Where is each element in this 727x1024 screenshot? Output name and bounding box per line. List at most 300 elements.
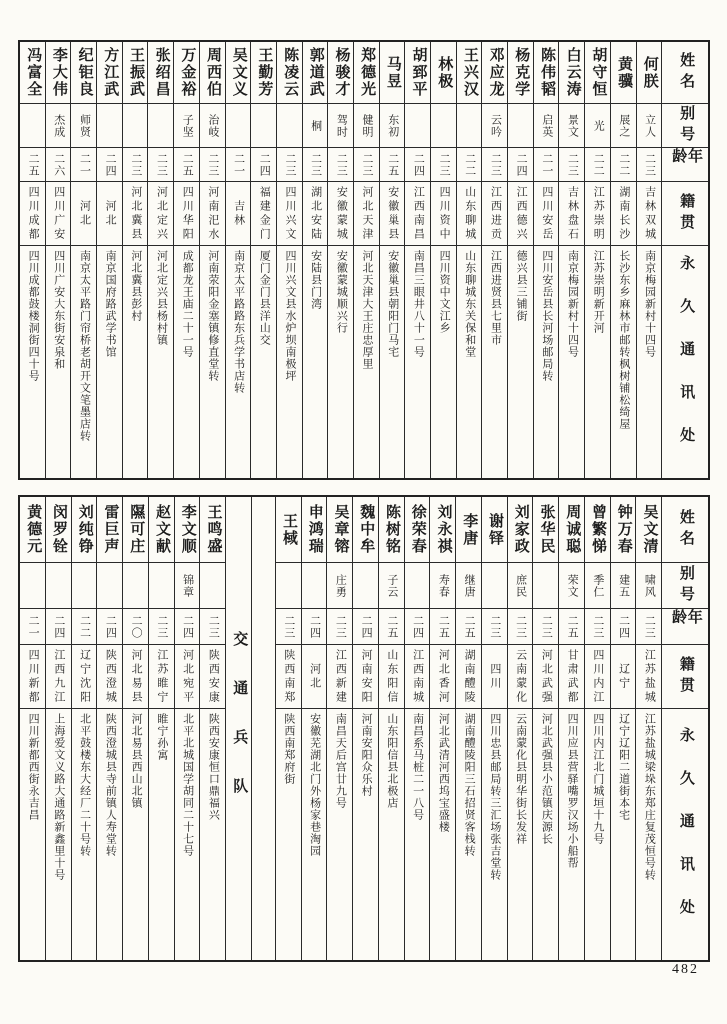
alias-cell: [328, 104, 353, 148]
alias-cell: [354, 104, 379, 148]
native-place-cell-text: 湖北安陆: [309, 185, 322, 242]
age-cell-text: 二三: [309, 152, 322, 177]
alias-cell: [482, 563, 507, 609]
alias-cell: [200, 104, 225, 148]
alias-cell: [71, 104, 96, 148]
entry-column: [636, 497, 662, 960]
native-place-cell: [431, 182, 456, 246]
name-cell-text: 郭道武: [307, 47, 324, 98]
entry-column: [457, 42, 483, 478]
name-cell-text: 何朕: [641, 55, 658, 90]
age-cell-text: 二二: [78, 614, 91, 639]
age-cell: [303, 148, 328, 182]
alias-cell: [251, 104, 276, 148]
native-place-cell-text: 甘肃武都: [566, 648, 579, 705]
address-cell-text: 上海爱文义路大通路新鑫里十号: [52, 713, 65, 881]
name-cell-text: 李大伟: [50, 47, 67, 98]
native-place-cell-text: 安徽蒙城: [335, 185, 348, 242]
address-cell: [20, 246, 45, 478]
address-cell-text: 睢宁孙寓: [155, 713, 168, 761]
native-place-cell: [457, 182, 482, 246]
native-place-cell: [327, 645, 352, 709]
name-cell: [328, 42, 353, 104]
name-cell: [405, 42, 430, 104]
native-place-cell: [276, 645, 301, 709]
header-cell-text: 别号: [677, 564, 694, 607]
native-place-cell-text: 吉林双城: [643, 185, 656, 242]
name-cell: [380, 42, 405, 104]
address-cell: [559, 246, 584, 478]
address-cell-text: 陕西安康恒口鼎福兴: [207, 713, 220, 821]
age-cell-text: 二三: [643, 152, 656, 177]
address-cell-text: 南京太平路门帘桥老胡开文笔墨店转: [78, 250, 91, 442]
native-place-cell-text: 陕西澄城: [104, 648, 117, 705]
native-place-cell-text: 四川华阳: [181, 185, 194, 242]
name-cell-text: 刘永祺: [435, 504, 452, 555]
name-cell-text: 陈伟韬: [538, 47, 555, 98]
header-cell-text: 籍贯: [677, 655, 694, 698]
address-cell: [585, 246, 610, 478]
name-cell-text: 隰可庄: [128, 504, 145, 555]
age-cell: [482, 609, 507, 645]
alias-cell: [585, 563, 610, 609]
alias-cell: [175, 563, 200, 609]
native-place-cell-text: 陕西安康: [207, 648, 220, 705]
name-cell-text: 李唐: [461, 512, 478, 547]
alias-cell: [611, 104, 636, 148]
entry-column: [559, 42, 585, 478]
native-place-cell-text: 四川内江: [591, 648, 604, 705]
alias-cell: [174, 104, 199, 148]
native-place-cell-text: 河南汜水: [206, 185, 219, 242]
name-cell-text: 冯富全: [25, 47, 42, 98]
alias-cell-text: 健明: [361, 113, 374, 138]
native-place-cell: [71, 182, 96, 246]
age-cell-text: 二三: [514, 614, 527, 639]
entry-column: [200, 497, 226, 960]
age-cell-text: 二四: [360, 614, 373, 639]
address-cell-text: 河南安阳众乐村: [360, 713, 373, 797]
native-place-cell-text: 江西南城: [411, 648, 424, 705]
entry-column: [585, 42, 611, 478]
address-cell-text: 南京梅园新村十四号: [566, 250, 579, 358]
age-cell: [585, 609, 610, 645]
name-cell-text: 王鸣盛: [205, 504, 222, 555]
age-cell-text: 二三: [566, 152, 579, 177]
address-cell: [533, 709, 558, 960]
entry-column: [277, 42, 303, 478]
address-cell: [482, 709, 507, 960]
name-cell-text: 钟万春: [615, 504, 632, 555]
name-cell-text: 黄德元: [25, 504, 42, 555]
name-cell: [71, 42, 96, 104]
age-cell: [585, 148, 610, 182]
alias-cell: [302, 563, 327, 609]
native-place-cell: [405, 182, 430, 246]
header-cell: [662, 709, 708, 960]
native-place-cell: [533, 645, 558, 709]
address-cell: [508, 709, 533, 960]
age-cell-text: 二三: [540, 614, 553, 639]
alias-cell-text: 展之: [617, 113, 630, 138]
address-cell-text: 四川忠县邮局转三汇场张吉堂转: [488, 713, 501, 881]
native-place-cell: [46, 645, 71, 709]
alias-cell: [611, 563, 636, 609]
name-cell: [277, 42, 302, 104]
address-cell-text: 陕西澄城县寺前镇人寿堂转: [104, 713, 117, 857]
alias-cell: [303, 104, 328, 148]
native-place-cell-text: 四川安岳: [540, 185, 553, 242]
name-cell: [405, 497, 430, 563]
address-cell-text: 南昌三眼井八十一号: [412, 250, 425, 358]
address-cell-text: 河北定兴县杨村镇: [155, 250, 168, 346]
alias-cell: [508, 104, 533, 148]
alias-cell: [534, 104, 559, 148]
name-cell-text: 陈树铭: [384, 504, 400, 555]
name-cell: [430, 497, 455, 563]
address-cell-text: 安徽巢县朝阳门马宅: [386, 250, 399, 358]
name-cell: [379, 497, 404, 563]
age-cell-text: 二五: [437, 614, 450, 639]
native-place-cell-text: 河北: [78, 199, 91, 228]
entry-column: [200, 42, 226, 478]
age-cell-text: 二一: [232, 152, 245, 177]
alias-cell: [380, 104, 405, 148]
address-cell-text: 陕西南郑府街: [282, 713, 295, 785]
native-place-cell-text: 福建金门: [258, 185, 271, 242]
age-cell-text: 二四: [104, 614, 117, 639]
name-cell: [585, 42, 610, 104]
alias-cell: [636, 563, 661, 609]
native-place-cell: [72, 645, 97, 709]
address-cell: [379, 709, 404, 960]
age-cell: [302, 609, 327, 645]
address-cell: [559, 709, 584, 960]
native-place-cell-text: 吉林: [232, 199, 245, 228]
address-cell: [46, 709, 71, 960]
address-cell-text: 四川应县营驿嘴罗汉场小船帮: [566, 713, 579, 869]
alias-cell-text: 杰成: [52, 113, 65, 138]
name-cell-text: 赵文献: [154, 504, 170, 555]
address-cell-text: 南昌系马桩二一八号: [411, 713, 424, 821]
name-cell: [149, 497, 174, 563]
name-cell: [637, 42, 662, 104]
age-cell: [611, 609, 636, 645]
native-place-cell-text: 河北: [308, 662, 321, 691]
section-divider-column: [226, 497, 252, 960]
address-cell: [97, 246, 122, 478]
alias-cell: [585, 104, 610, 148]
native-place-cell: [405, 645, 430, 709]
address-cell-text: 四川安岳县长河场邮局转: [540, 250, 553, 382]
native-place-cell: [226, 182, 251, 246]
age-cell-text: 二四: [181, 614, 194, 639]
address-cell: [226, 246, 251, 478]
header-cell: [662, 104, 708, 148]
age-cell-text: 二五: [386, 152, 399, 177]
address-cell: [585, 709, 610, 960]
name-cell: [457, 42, 482, 104]
native-place-cell: [303, 182, 328, 246]
alias-cell: [431, 104, 456, 148]
age-cell-text: 二二: [592, 152, 605, 177]
native-place-cell-text: 河北定兴: [155, 185, 168, 242]
name-cell: [276, 497, 301, 563]
header-cell: [662, 497, 708, 563]
address-cell: [405, 246, 430, 478]
native-place-cell-text: 江苏睢宁: [155, 648, 168, 705]
entry-column: [482, 497, 508, 960]
header-cell: [662, 246, 708, 478]
header-cell: [662, 645, 708, 709]
alias-cell-text: 锦章: [181, 573, 194, 598]
alias-cell: [405, 104, 430, 148]
header-cell-text: 姓名: [678, 51, 695, 94]
age-cell: [534, 148, 559, 182]
age-cell-text: 二三: [155, 614, 168, 639]
name-cell: [327, 497, 352, 563]
name-cell-text: 魏中牟: [358, 504, 375, 555]
name-cell: [559, 42, 584, 104]
entry-column: [508, 42, 534, 478]
address-cell: [327, 709, 352, 960]
age-cell-text: 二三: [129, 152, 142, 177]
age-cell: [328, 148, 353, 182]
age-cell-text: 二一: [540, 152, 553, 177]
entry-column: [508, 497, 534, 960]
name-cell-text: 黄骥: [616, 55, 633, 90]
address-cell-text: 南京梅园新村十四号: [643, 250, 656, 358]
name-cell-text: 胡守恒: [590, 47, 607, 98]
native-place-cell: [200, 645, 225, 709]
native-place-cell: [302, 645, 327, 709]
native-place-cell: [148, 182, 173, 246]
address-cell: [354, 246, 379, 478]
address-cell-text: 河北武强县小范镇庆源长: [540, 713, 553, 845]
native-place-cell: [123, 182, 148, 246]
address-cell-text: 南京太平路路东兵学书店转: [232, 250, 245, 394]
entry-column: [456, 497, 482, 960]
address-cell: [611, 709, 636, 960]
alias-cell: [456, 563, 481, 609]
native-place-cell: [611, 645, 636, 709]
address-cell-text: 四川内江北门城垣十九号: [591, 713, 604, 845]
entry-column: [276, 497, 302, 960]
address-cell: [200, 709, 225, 960]
name-cell: [20, 42, 45, 104]
native-place-cell: [354, 182, 379, 246]
alias-cell-text: 寿春: [437, 573, 450, 598]
address-cell: [175, 709, 200, 960]
age-cell: [636, 609, 661, 645]
address-cell-text: 河北天津大王庄忠厚里: [361, 250, 374, 370]
name-cell: [611, 497, 636, 563]
address-cell: [303, 246, 328, 478]
age-cell: [123, 148, 148, 182]
section-divider-cell: [226, 497, 251, 960]
age-cell: [20, 609, 45, 645]
native-place-cell: [559, 182, 584, 246]
entry-column: [379, 497, 405, 960]
native-place-cell-text: 江苏盐城: [643, 648, 656, 705]
age-cell: [533, 609, 558, 645]
address-cell: [20, 709, 45, 960]
native-place-cell-text: 河南安阳: [360, 648, 373, 705]
address-cell-text: 长沙东乡麻林市邮转枫树铺松绮屋: [617, 250, 630, 430]
name-cell-text: 王振武: [127, 47, 144, 98]
alias-cell: [637, 104, 662, 148]
native-place-cell-text: 江西九江: [52, 648, 65, 705]
alias-cell: [379, 563, 404, 609]
age-cell-text: 二三: [283, 152, 296, 177]
native-place-cell: [534, 182, 559, 246]
name-cell-text: 吴文义: [230, 47, 247, 98]
age-cell: [457, 148, 482, 182]
header-cell-text: 姓名: [677, 508, 694, 551]
entry-column: [533, 497, 559, 960]
alias-cell: [200, 563, 225, 609]
address-cell: [508, 246, 533, 478]
entry-column: [123, 42, 149, 478]
name-cell-text: 王棫: [281, 512, 297, 547]
age-cell-text: 二三: [591, 614, 604, 639]
name-cell-text: 李文顺: [179, 504, 196, 555]
native-place-cell-text: 四川: [488, 662, 501, 691]
age-cell: [508, 148, 533, 182]
section-label: 交通兵队: [231, 630, 248, 827]
entry-column: [327, 497, 353, 960]
entry-column: [405, 497, 431, 960]
age-cell-text: 二三: [438, 152, 451, 177]
entry-column: [431, 42, 457, 478]
native-place-cell: [508, 182, 533, 246]
alias-cell: [97, 563, 122, 609]
alias-cell-text: 子坚: [181, 113, 194, 138]
alias-cell: [277, 104, 302, 148]
alias-cell: [559, 104, 584, 148]
native-place-cell: [585, 182, 610, 246]
name-cell: [97, 42, 122, 104]
address-cell: [302, 709, 327, 960]
address-cell: [456, 709, 481, 960]
address-cell: [328, 246, 353, 478]
native-place-cell-text: 江西进贡: [489, 185, 502, 242]
age-cell: [379, 609, 404, 645]
age-cell-text: 二三: [334, 614, 347, 639]
name-cell-text: 曾繁悌: [590, 504, 606, 555]
address-cell-text: 安徽芜湖北门外杨家巷淘园: [308, 713, 321, 857]
address-cell-text: 四川新都西街永吉昌: [27, 713, 40, 821]
alias-cell: [276, 563, 301, 609]
age-cell: [277, 148, 302, 182]
address-cell: [405, 709, 430, 960]
header-cell-text: 籍贯: [678, 192, 695, 235]
alias-cell-text: 庄勇: [334, 573, 347, 598]
name-cell-text: 徐荣春: [409, 504, 426, 555]
entry-column: [380, 42, 406, 478]
address-cell: [72, 709, 97, 960]
age-cell-text: 二四: [52, 614, 65, 639]
age-cell: [611, 148, 636, 182]
address-cell-text: 云南蒙化县明华街长发祥: [514, 713, 527, 845]
age-cell: [46, 609, 71, 645]
entry-column: [405, 42, 431, 478]
alias-cell-text: 光: [592, 119, 605, 132]
alias-cell: [226, 104, 251, 148]
address-cell: [200, 246, 225, 478]
age-cell-text: 二五: [181, 152, 194, 177]
entry-column: [430, 497, 456, 960]
address-cell-text: 四川广安大东街安泉和: [52, 250, 65, 370]
name-cell-text: 王兴汉: [461, 47, 478, 98]
address-cell: [174, 246, 199, 478]
age-cell-text: 二一: [78, 152, 91, 177]
name-cell-text: 张华民: [538, 504, 555, 555]
alias-cell-text: 子云: [385, 573, 398, 598]
alias-cell: [457, 104, 482, 148]
native-place-cell: [611, 182, 636, 246]
name-cell-text: 郑德光: [359, 47, 376, 98]
address-cell-text: 四川成都鼓楼洞街四十号: [27, 250, 40, 382]
entry-column: [226, 42, 252, 478]
age-cell: [148, 148, 173, 182]
entry-column: [174, 42, 200, 478]
native-place-cell-text: 四川广安: [52, 185, 65, 242]
name-cell: [148, 42, 173, 104]
name-cell: [200, 42, 225, 104]
header-cell-text: 年龄: [670, 609, 702, 630]
name-cell-text: 纪钜良: [76, 47, 93, 98]
age-cell-text: 二五: [27, 152, 40, 177]
address-cell: [637, 246, 662, 478]
address-cell: [277, 246, 302, 478]
name-cell-text: 吴章镕: [332, 504, 349, 555]
address-cell-text: 山东聊城东关保和堂: [463, 250, 476, 358]
entry-column: [611, 42, 637, 478]
alias-cell: [508, 563, 533, 609]
age-cell: [46, 148, 71, 182]
entry-column: [303, 42, 329, 478]
name-cell: [123, 42, 148, 104]
alias-cell-text: 驾时: [335, 113, 348, 138]
age-cell: [430, 609, 455, 645]
native-place-cell: [585, 645, 610, 709]
address-cell-text: 厦门金门县洋山交: [258, 250, 271, 346]
native-place-cell-text: 河北武强: [540, 648, 553, 705]
native-place-cell: [46, 182, 71, 246]
address-cell: [276, 709, 301, 960]
age-cell: [97, 609, 122, 645]
address-cell: [431, 246, 456, 478]
native-place-cell: [508, 645, 533, 709]
name-cell: [20, 497, 45, 563]
name-cell: [611, 42, 636, 104]
address-cell-text: 安徽蒙城顺兴行: [335, 250, 348, 334]
alias-cell: [72, 563, 97, 609]
alias-cell: [97, 104, 122, 148]
address-cell-text: 江苏盐城梁垛东郑庄复茂恒号转: [643, 713, 656, 881]
age-cell-text: 二五: [385, 614, 398, 639]
name-cell-text: 马昱: [384, 55, 401, 90]
header-cell: [662, 182, 708, 246]
name-cell-text: 刘家政: [512, 504, 529, 555]
address-cell-text: 南京国府路武学书馆: [104, 250, 117, 358]
address-cell-text: 江苏崇明新开河: [592, 250, 605, 334]
address-cell: [46, 246, 71, 478]
entry-column: [149, 497, 175, 960]
address-cell: [123, 246, 148, 478]
entry-column: [46, 42, 72, 478]
